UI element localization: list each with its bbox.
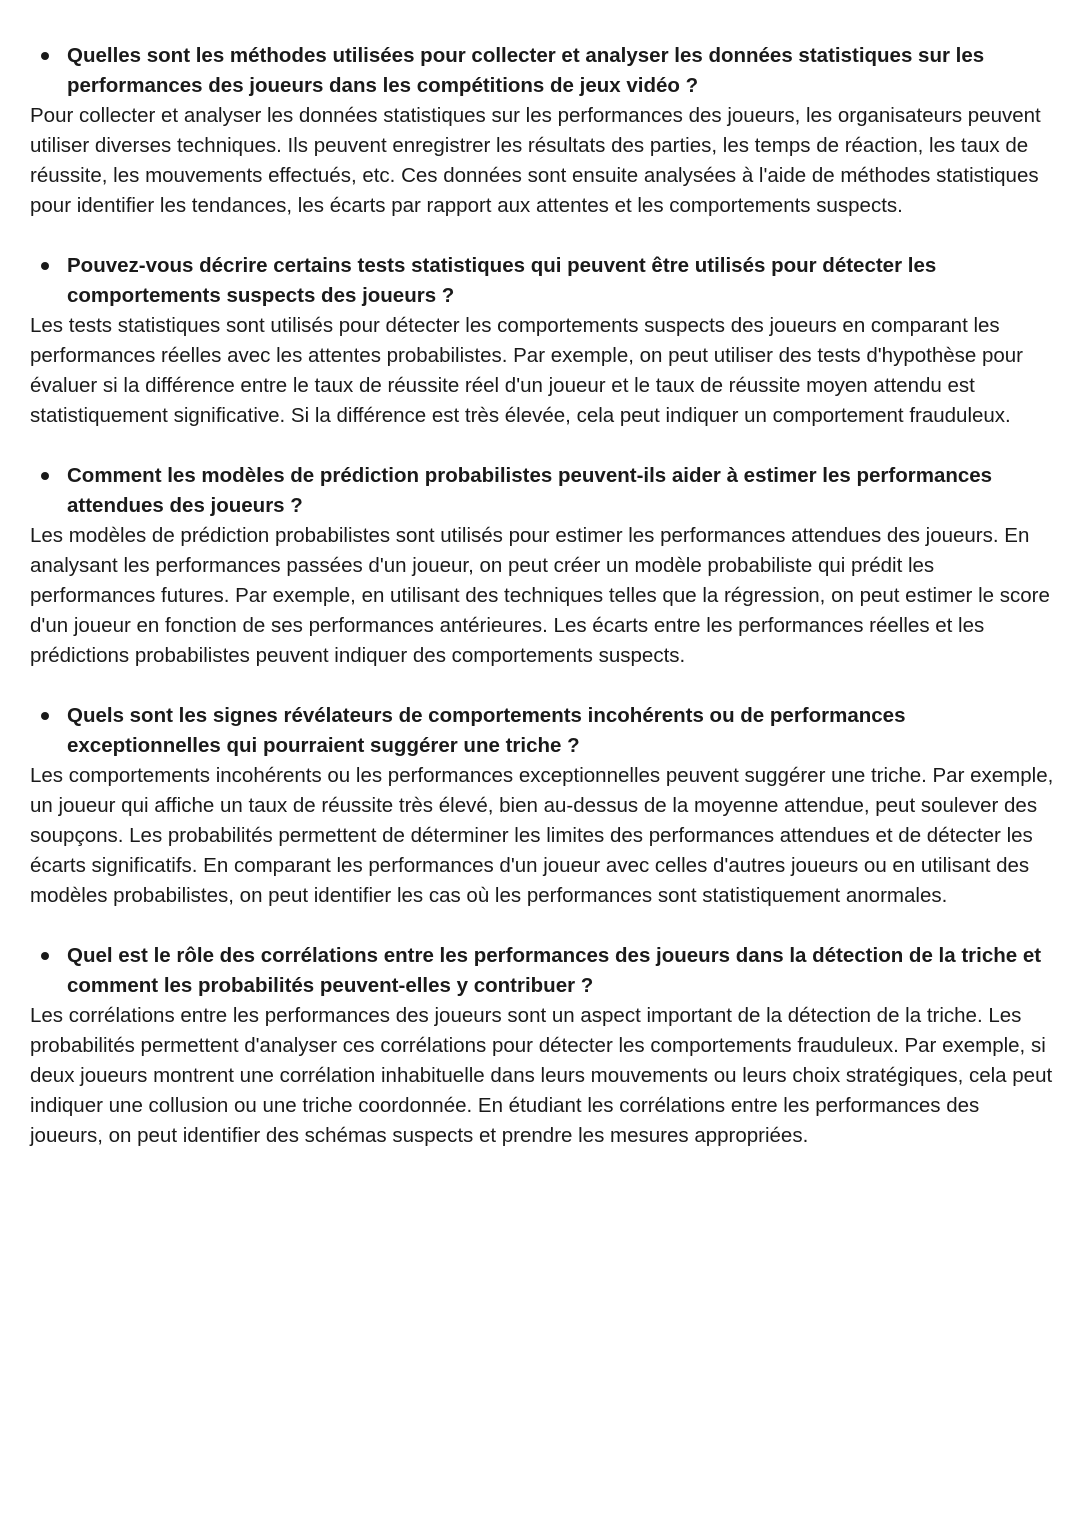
- qa-section: [30, 251, 1056, 431]
- bullet-icon: [41, 52, 49, 60]
- qa-section: [30, 941, 1056, 1151]
- answer-paragraph: Les corrélations entre les performances des joueurs sont un aspect important de la détection de la triche. Les probabilités permettent d'analyser ces corrélations pour détecter les comportements frauduleux. Par exemple, si deux joueurs montrent une corrélation inhabituelle dans leurs mouvements ou leurs choix stratégiques, cela peut indiquer une collusion ou une triche coordonnée. En étudiant les corrélations entre les performances des joueurs, on peut identifier des schémas suspects et prendre les mesures appropriées.: [30, 1004, 1053, 1147]
- bullet-icon: [41, 712, 49, 720]
- question-heading: [30, 941, 1056, 1001]
- answer-paragraph: Les modèles de prédiction probabilistes sont utilisés pour estimer les performances attendues des joueurs. En analysant les performances passées d'un joueur, on peut créer un modèle probabiliste qui prédit les performances futures. Par exemple, en utilisant des techniques telles que la régression, on peut estimer le score d'un joueur en fonction de ses performances antérieures. Les écarts entre les performances réelles et les prédictions probabilistes peuvent indiquer des comportements suspects.: [30, 524, 1050, 667]
- question-text: Comment les modèles de prédiction probabilistes peuvent-ils aider à estimer les performances attendues des joueurs ?: [67, 464, 993, 517]
- qa-section: [30, 461, 1056, 671]
- question-text: Quels sont les signes révélateurs de comportements incohérents ou de performances exceptionnelles qui pourraient suggérer une triche ?: [67, 704, 906, 757]
- answer-paragraph: Pour collecter et analyser les données statistiques sur les performances des joueurs, les organisateurs peuvent utiliser diverses techniques. Ils peuvent enregistrer les résultats des parties, les temps de réaction, les taux de réussite, les mouvements effectués, etc. Ces données sont ensuite analysées à l'aide de méthodes statistiques pour identifier les tendances, les écarts par rapport aux attentes et les comportements suspects.: [30, 104, 1041, 217]
- bullet-icon: [41, 952, 49, 960]
- qa-section: [30, 701, 1056, 911]
- document-page: [30, 41, 1056, 1181]
- question-text: Quelles sont les méthodes utilisées pour collecter et analyser les données statistiques sur les performances des joueurs dans les compétitions de jeux vidéo ?: [67, 44, 985, 97]
- question-text: Pouvez-vous décrire certains tests statistiques qui peuvent être utilisés pour détecter les comportements suspects des joueurs ?: [67, 254, 937, 307]
- question-heading: [30, 251, 1056, 311]
- question-heading: [30, 41, 1056, 101]
- bullet-icon: [41, 472, 49, 480]
- answer-paragraph: Les tests statistiques sont utilisés pour détecter les comportements suspects des joueurs en comparant les performances réelles avec les attentes probabilistes. Par exemple, on peut utiliser des tests d'hypothèse pour évaluer si la différence entre le taux de réussite réel d'un joueur et le taux de réussite moyen attendu est statistiquement significative. Si la différence est très élevée, cela peut indiquer un comportement frauduleux.: [30, 314, 1024, 427]
- qa-section: [30, 41, 1056, 221]
- bullet-icon: [41, 262, 49, 270]
- question-heading: [30, 701, 1056, 761]
- answer-paragraph: Les comportements incohérents ou les performances exceptionnelles peuvent suggérer une triche. Par exemple, un joueur qui affiche un taux de réussite très élevé, bien au-dessus de la moyenne attendue, peut soulever des soupçons. Les probabilités permettent de déterminer les limites des performances attendues et de détecter les écarts significatifs. En comparant les performances d'un joueur avec celles d'autres joueurs ou en utilisant des modèles probabilistes, on peut identifier les cas où les performances sont statistiquement anormales.: [30, 764, 1054, 907]
- question-text: Quel est le rôle des corrélations entre les performances des joueurs dans la détection de la triche et comment les probabilités peuvent-elles y contribuer ?: [67, 944, 1042, 997]
- question-heading: [30, 461, 1056, 521]
